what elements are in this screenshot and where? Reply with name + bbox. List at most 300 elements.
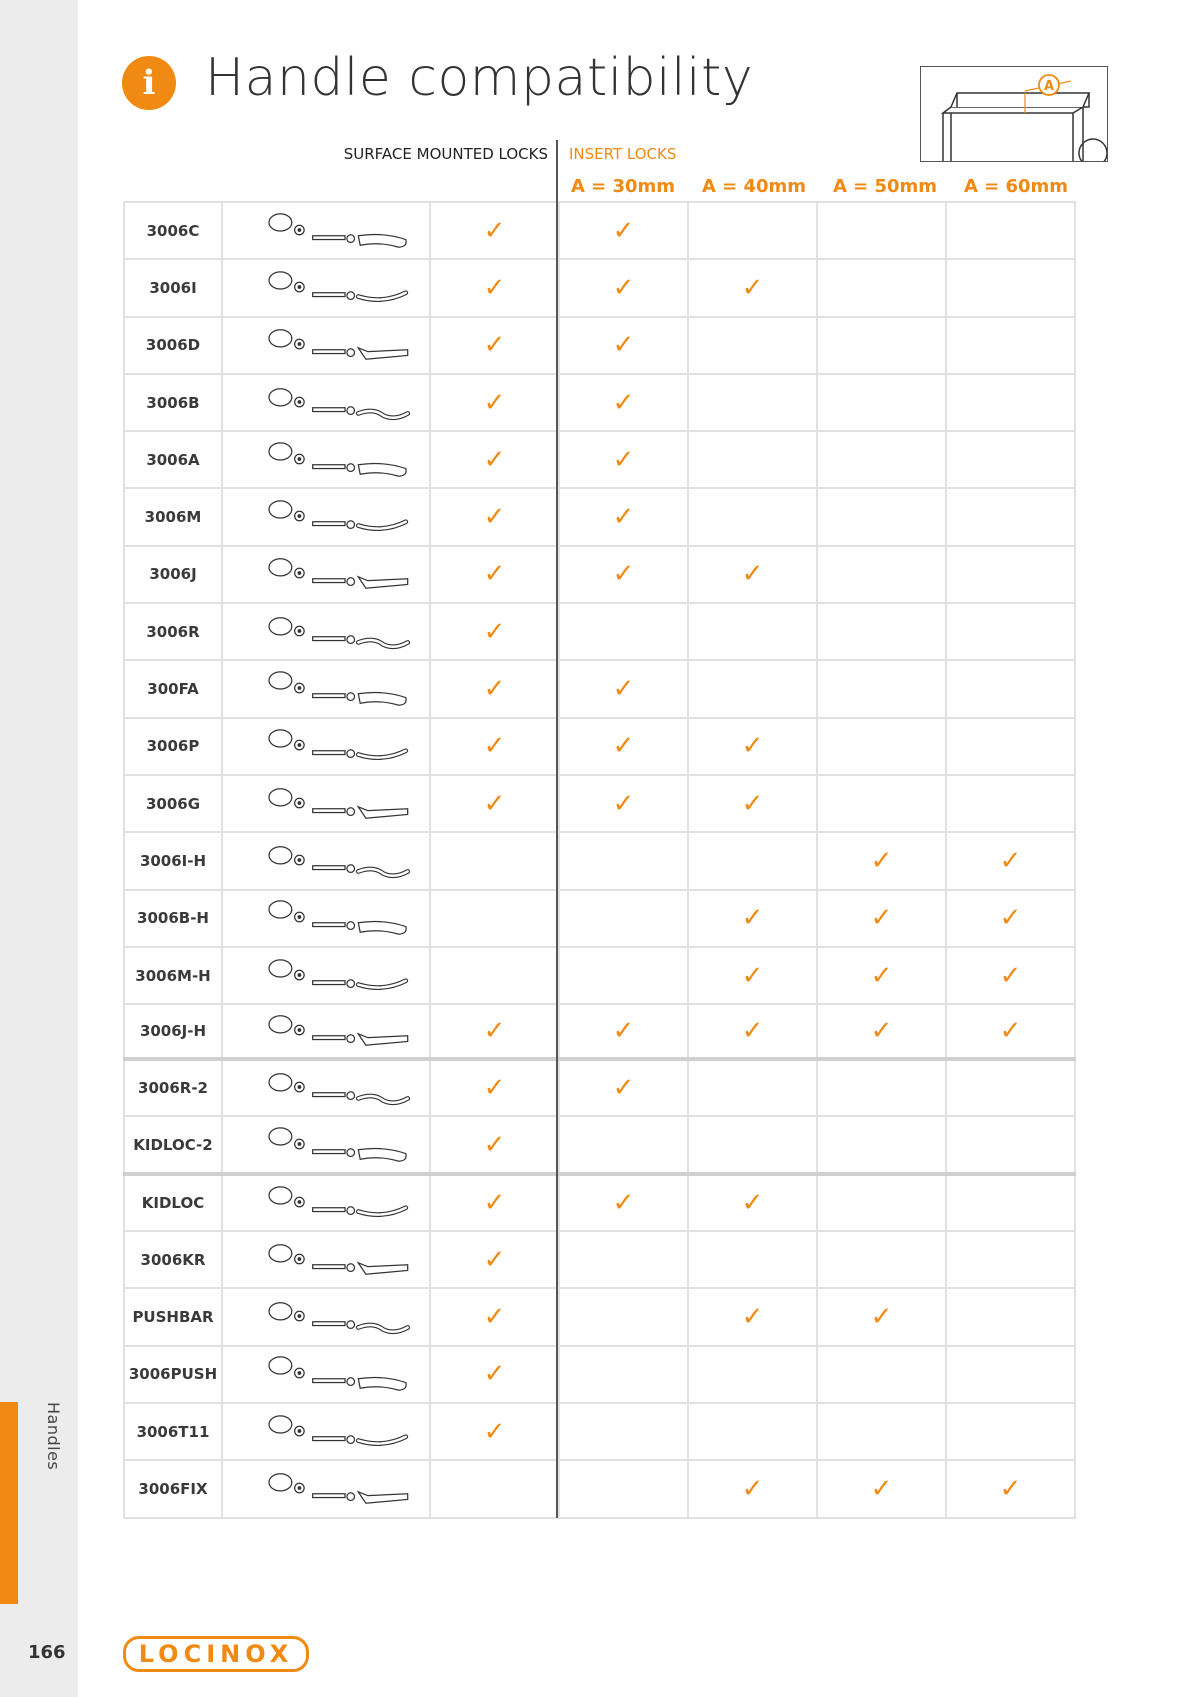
compat-cell-a30 [559,660,688,717]
product-code: 3006M [124,488,222,545]
rose-part [269,847,292,864]
compat-cell-surface [430,947,559,1004]
compat-cell-surface [430,1231,559,1288]
handle-set-drawing [231,549,421,599]
rose-part [269,272,292,289]
checkmark-icon: ✓ [483,788,506,819]
compat-cell-surface [430,660,559,717]
compat-cell-a60 [946,660,1075,717]
product-code: 3006C [124,202,222,259]
checkmark-icon: ✓ [870,1016,893,1047]
compat-cell-a50 [817,832,946,889]
handle-set-drawing [231,779,421,829]
table-row [124,1346,1075,1403]
checkmark-icon: ✓ [612,387,635,418]
compat-cell-a60 [946,546,1075,603]
compat-cell-surface [430,431,559,488]
handle-set-drawing [231,1178,421,1228]
table-row [124,1403,1075,1460]
handle-illustration [222,1403,430,1460]
compat-cell-a40 [688,1231,817,1288]
table-row [124,1231,1075,1288]
product-code: 3006I [124,259,222,316]
compat-cell-a50 [817,1174,946,1231]
compat-cell-a60 [946,1288,1075,1345]
checkmark-icon: ✓ [483,215,506,246]
compat-cell-surface [430,1174,559,1231]
handle-set-drawing [231,1407,421,1457]
rose-part [269,730,292,747]
compat-cell-a40 [688,1403,817,1460]
table-row [124,1288,1075,1345]
compat-cell-a60 [946,488,1075,545]
table-row [124,775,1075,832]
rose-part [269,788,292,805]
a40-header: A = 40mm [701,176,807,197]
compat-cell-a30 [559,1004,688,1059]
handle-set-drawing [231,435,421,485]
compat-cell-a50 [817,431,946,488]
table-row [124,259,1075,316]
compat-cell-a30 [559,1288,688,1345]
handle-set-drawing [231,607,421,657]
compat-cell-a60 [946,1004,1075,1059]
compat-cell-a60 [946,1231,1075,1288]
compat-cell-surface [430,890,559,947]
checkmark-icon: ✓ [483,1129,506,1160]
product-code: 3006J-H [124,1004,222,1059]
checkmark-icon: ✓ [483,444,506,475]
table-row [124,1460,1075,1517]
table-row [124,431,1075,488]
compat-cell-surface [430,259,559,316]
handle-illustration [222,546,430,603]
compat-cell-a30 [559,488,688,545]
checkmark-icon: ✓ [999,845,1022,876]
compat-cell-a60 [946,374,1075,431]
compat-cell-surface [430,1288,559,1345]
handle-set-drawing [231,836,421,886]
handle-illustration [222,947,430,1004]
compat-cell-a50 [817,1231,946,1288]
checkmark-icon: ✓ [741,1473,764,1504]
checkmark-icon: ✓ [612,330,635,361]
compat-cell-a50 [817,660,946,717]
table-row [124,317,1075,374]
checkmark-icon: ✓ [870,1301,893,1332]
handle-set-drawing [231,1006,421,1056]
compat-cell-a60 [946,317,1075,374]
column-divider [556,140,558,1518]
handle-illustration [222,1231,430,1288]
table-row [124,890,1075,947]
compat-cell-surface [430,832,559,889]
checkmark-icon: ✓ [741,1301,764,1332]
compat-cell-a40 [688,1346,817,1403]
rose-part [269,501,292,518]
compat-cell-a60 [946,947,1075,1004]
product-code: 3006B [124,374,222,431]
rose-part [269,1357,292,1374]
table-row [124,603,1075,660]
product-code: 3006T11 [124,1403,222,1460]
handle-set-drawing [231,1349,421,1399]
page-number: 166 [28,1642,66,1663]
table-row [124,374,1075,431]
compat-cell-a30 [559,890,688,947]
compat-cell-surface [430,546,559,603]
checkmark-icon: ✓ [612,731,635,762]
checkmark-icon: ✓ [741,1187,764,1218]
checkmark-icon: ✓ [741,731,764,762]
compat-cell-a50 [817,775,946,832]
compat-cell-a50 [817,202,946,259]
table-row [124,202,1075,259]
checkmark-icon: ✓ [483,616,506,647]
checkmark-icon: ✓ [870,1473,893,1504]
handle-set-drawing [231,893,421,943]
checkmark-icon: ✓ [612,502,635,533]
checkmark-icon: ✓ [483,502,506,533]
compat-cell-a40 [688,832,817,889]
compat-cell-a50 [817,259,946,316]
compat-cell-a30 [559,603,688,660]
rose-part [269,443,292,460]
checkmark-icon: ✓ [999,903,1022,934]
handle-illustration [222,259,430,316]
checkmark-icon: ✓ [612,1187,635,1218]
compat-cell-a40 [688,1288,817,1345]
compat-cell-surface [430,1116,559,1173]
compat-cell-a60 [946,1059,1075,1116]
handle-illustration [222,1288,430,1345]
checkmark-icon: ✓ [741,788,764,819]
product-code: 3006KR [124,1231,222,1288]
compat-cell-a40 [688,317,817,374]
product-code: 3006B-H [124,890,222,947]
compat-cell-a40 [688,259,817,316]
compat-cell-a60 [946,1346,1075,1403]
product-code: 3006FIX [124,1460,222,1517]
handle-set-drawing [231,1464,421,1514]
handle-illustration [222,1004,430,1059]
compat-cell-a30 [559,317,688,374]
compat-cell-a50 [817,1346,946,1403]
checkmark-icon: ✓ [612,1016,635,1047]
rose-part [269,1303,292,1320]
checkmark-icon: ✓ [483,387,506,418]
rose-part [269,388,292,405]
checkmark-icon: ✓ [483,731,506,762]
table-row [124,660,1075,717]
rose-part [269,617,292,634]
compat-cell-a60 [946,603,1075,660]
compat-cell-a30 [559,259,688,316]
compat-cell-surface [430,1460,559,1517]
compat-cell-surface [430,1346,559,1403]
handle-illustration [222,832,430,889]
handle-illustration [222,431,430,488]
checkmark-icon: ✓ [741,559,764,590]
checkmark-icon: ✓ [483,1073,506,1104]
product-code: 3006I-H [124,832,222,889]
handle-set-drawing [231,1292,421,1342]
compat-cell-a60 [946,1403,1075,1460]
rose-part [269,330,292,347]
checkmark-icon: ✓ [870,960,893,991]
compat-cell-a30 [559,947,688,1004]
compat-cell-a60 [946,832,1075,889]
handle-illustration [222,775,430,832]
compat-cell-a30 [559,718,688,775]
rose-part [269,1074,292,1091]
rose-part [269,959,292,976]
compat-cell-a30 [559,431,688,488]
compat-cell-surface [430,1004,559,1059]
compat-cell-a50 [817,1059,946,1116]
compat-cell-a30 [559,832,688,889]
compat-cell-a40 [688,947,817,1004]
compat-cell-a30 [559,1231,688,1288]
checkmark-icon: ✓ [483,674,506,705]
compat-cell-surface [430,317,559,374]
compat-cell-a50 [817,1403,946,1460]
checkmark-icon: ✓ [870,903,893,934]
handle-illustration [222,660,430,717]
compat-cell-a50 [817,546,946,603]
compat-cell-surface [430,603,559,660]
insert-locks-header: INSERT LOCKS [569,145,677,163]
compat-cell-a30 [559,374,688,431]
handle-illustration [222,202,430,259]
compat-cell-a50 [817,603,946,660]
compat-cell-a40 [688,374,817,431]
compat-cell-a40 [688,1460,817,1517]
compat-cell-a50 [817,1004,946,1059]
a50-header: A = 50mm [832,176,938,197]
handle-set-drawing [231,320,421,370]
checkmark-icon: ✓ [483,1359,506,1390]
checkmark-icon: ✓ [612,788,635,819]
compatibility-table [123,201,1076,1519]
checkmark-icon: ✓ [612,215,635,246]
checkmark-icon: ✓ [612,559,635,590]
product-code: 3006R [124,603,222,660]
compat-cell-a30 [559,1460,688,1517]
handle-illustration [222,317,430,374]
rose-part [269,1474,292,1491]
handle-set-drawing [231,951,421,1001]
compat-cell-a30 [559,546,688,603]
compat-cell-a40 [688,546,817,603]
compat-cell-a60 [946,890,1075,947]
handle-illustration [222,488,430,545]
product-code: 3006P [124,718,222,775]
handle-illustration [222,890,430,947]
compat-cell-a60 [946,775,1075,832]
a60-header: A = 60mm [963,176,1069,197]
checkmark-icon: ✓ [741,272,764,303]
compat-cell-a40 [688,1116,817,1173]
table-row [124,832,1075,889]
handle-set-drawing [231,1063,421,1113]
checkmark-icon: ✓ [999,960,1022,991]
compat-cell-a50 [817,317,946,374]
compat-cell-a40 [688,660,817,717]
product-code: 3006D [124,317,222,374]
compat-cell-a30 [559,202,688,259]
rose-part [269,901,292,918]
handle-illustration [222,1346,430,1403]
compat-cell-a60 [946,718,1075,775]
checkmark-icon: ✓ [741,960,764,991]
compat-cell-a40 [688,431,817,488]
rose-part [269,1415,292,1432]
compat-cell-a50 [817,488,946,545]
compat-cell-a60 [946,1116,1075,1173]
a30-header: A = 30mm [570,176,676,197]
checkmark-icon: ✓ [612,272,635,303]
checkmark-icon: ✓ [612,674,635,705]
product-code: KIDLOC-2 [124,1116,222,1173]
checkmark-icon: ✓ [999,1016,1022,1047]
handle-illustration [222,718,430,775]
product-code: 3006G [124,775,222,832]
diagram-label: A [1043,79,1055,94]
compat-cell-a40 [688,890,817,947]
checkmark-icon: ✓ [999,1473,1022,1504]
compat-cell-a40 [688,202,817,259]
product-code: PUSHBAR [124,1288,222,1345]
compat-cell-a50 [817,718,946,775]
compat-cell-a50 [817,947,946,1004]
checkmark-icon: ✓ [612,1073,635,1104]
compat-cell-a60 [946,1174,1075,1231]
sidebar-accent-bar [0,1402,18,1604]
product-code: KIDLOC [124,1174,222,1231]
compat-cell-surface [430,1059,559,1116]
table-row [124,488,1075,545]
product-code: 3006M-H [124,947,222,1004]
handle-set-drawing [231,664,421,714]
compat-cell-surface [430,1403,559,1460]
handle-set-drawing [231,206,421,256]
compat-cell-a30 [559,1403,688,1460]
product-code: 3006PUSH [124,1346,222,1403]
compat-cell-surface [430,488,559,545]
product-code: 3006A [124,431,222,488]
info-icon: i [122,56,176,110]
rose-part [269,1016,292,1033]
handle-set-drawing [231,492,421,542]
checkmark-icon: ✓ [612,444,635,475]
compat-cell-surface [430,374,559,431]
compat-cell-a50 [817,890,946,947]
table-row [124,718,1075,775]
compat-cell-a50 [817,1460,946,1517]
checkmark-icon: ✓ [741,1016,764,1047]
table-row [124,1004,1075,1059]
handle-illustration [222,1174,430,1231]
handle-set-drawing [231,1235,421,1285]
handle-illustration [222,374,430,431]
compat-cell-a50 [817,1288,946,1345]
surface-mounted-header: SURFACE MOUNTED LOCKS [343,145,548,163]
compat-cell-a40 [688,603,817,660]
handle-set-drawing [231,1120,421,1170]
handle-illustration [222,603,430,660]
product-code: 3006J [124,546,222,603]
table-row [124,947,1075,1004]
profile-illustration [921,67,1107,161]
rose-part [269,672,292,689]
handle-set-drawing [231,721,421,771]
checkmark-icon: ✓ [483,559,506,590]
rose-part [269,1187,292,1204]
table-row [124,1116,1075,1173]
checkmark-icon: ✓ [483,272,506,303]
compat-cell-a50 [817,1116,946,1173]
handle-illustration [222,1059,430,1116]
checkmark-icon: ✓ [870,845,893,876]
handle-illustration [222,1460,430,1517]
compat-cell-surface [430,718,559,775]
table-row [124,1059,1075,1116]
rose-part [269,559,292,576]
compat-cell-a40 [688,718,817,775]
compat-cell-a30 [559,775,688,832]
compat-cell-surface [430,775,559,832]
section-label: Handles [44,1402,63,1471]
compat-cell-a30 [559,1174,688,1231]
compat-cell-a30 [559,1059,688,1116]
brand-logo: LOCINOX [123,1636,309,1672]
compat-cell-a30 [559,1116,688,1173]
compat-cell-a60 [946,431,1075,488]
compat-cell-a40 [688,1004,817,1059]
handle-set-drawing [231,378,421,428]
checkmark-icon: ✓ [741,903,764,934]
checkmark-icon: ✓ [483,1187,506,1218]
handle-illustration [222,1116,430,1173]
checkmark-icon: ✓ [483,330,506,361]
compat-cell-surface [430,202,559,259]
compat-cell-a30 [559,1346,688,1403]
rose-part [269,214,292,231]
handle-set-drawing [231,263,421,313]
rose-part [269,1244,292,1261]
compat-cell-a40 [688,488,817,545]
compat-cell-a50 [817,374,946,431]
checkmark-icon: ✓ [483,1416,506,1447]
compat-cell-a40 [688,1174,817,1231]
page-title: Handle compatibility [205,48,754,108]
checkmark-icon: ✓ [483,1301,506,1332]
product-code: 300FA [124,660,222,717]
checkmark-icon: ✓ [483,1016,506,1047]
rose-part [269,1127,292,1144]
compat-cell-a60 [946,1460,1075,1517]
compat-cell-a40 [688,1059,817,1116]
door-profile-diagram [920,66,1108,162]
compat-cell-a60 [946,202,1075,259]
table-row [124,546,1075,603]
table-row [124,1174,1075,1231]
product-code: 3006R-2 [124,1059,222,1116]
checkmark-icon: ✓ [483,1244,506,1275]
compat-cell-a40 [688,775,817,832]
compat-cell-a60 [946,259,1075,316]
